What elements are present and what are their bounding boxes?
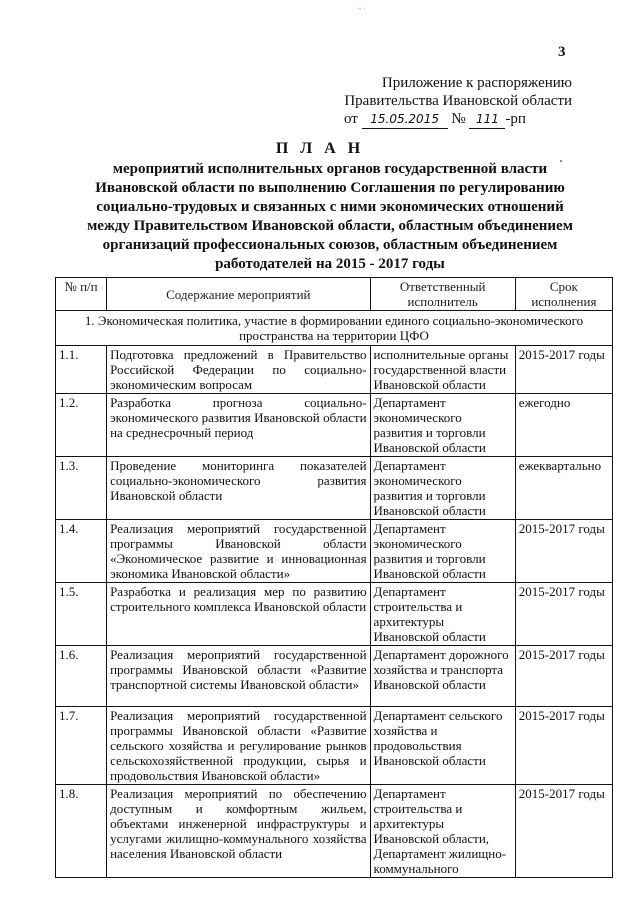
row-content: Реализация мероприятий государственной программы Ивановской области «Развитие сельского хозяйства и регулирование рынков сельскохозяйственной продукции, сырья и продовольствия Ивановской области» [107, 707, 370, 785]
document-subtitle: мероприятий исполнительных органов государственной власти Ивановской области по выполнению Соглашения по регулированию социально-трудовых и связанных с ними экономических отношений между Правительством Ивановской области, областным объединением организаций профессиональных союзов, областным объединением работодателей на 2015 - 2017 годы [87, 161, 573, 272]
row-responsible: Департамент экономического развития и торговли Ивановской области [370, 394, 515, 457]
row-num: 1.1. [56, 346, 107, 394]
row-term: 2015-2017 годы [515, 646, 612, 707]
plan-table [55, 277, 613, 878]
row-responsible: Департамент строительства и архитектуры Ивановской области, Департамент жилищно-коммунального [370, 785, 515, 878]
from-label: от [344, 111, 358, 127]
row-content: Подготовка предложений в Правительство Российской Федерации по социально-экономическим вопросам [107, 346, 370, 394]
page-number: 3 [558, 44, 566, 60]
row-responsible: Департамент дорожного хозяйства и транспорта Ивановской области [370, 646, 515, 707]
handwritten-date: 15.05.2015 [362, 110, 448, 129]
row-num: 1.6. [56, 646, 107, 707]
row-content: Разработка и реализация мер по развитию строительного комплекса Ивановской области [107, 583, 370, 646]
table-row [56, 583, 613, 646]
row-term: 2015-2017 годы [515, 785, 612, 878]
row-content: Разработка прогноза социально-экономического развития Ивановской области на среднесрочный период [107, 394, 370, 457]
row-content: Реализация мероприятий государственной программы Ивановской области «Экономическое развитие и инновационная экономика Ивановской области» [107, 520, 370, 583]
handwritten-number: 111 [469, 110, 505, 129]
row-responsible: Департамент сельского хозяйства и продовольствия Ивановской области [370, 707, 515, 785]
row-term: 2015-2017 годы [515, 707, 612, 785]
row-num: 1.4. [56, 520, 107, 583]
table-header-row [56, 278, 613, 311]
row-responsible: Департамент экономического развития и торговли Ивановской области [370, 457, 515, 520]
table-row [56, 346, 613, 394]
appendix-block [300, 74, 580, 129]
table-row [56, 707, 613, 785]
row-term: 2015-2017 годы [515, 583, 612, 646]
row-responsible: исполнительные органы государственной власти Ивановской области [370, 346, 515, 394]
appendix-line-3 [344, 110, 580, 129]
row-term: 2015-2017 годы [515, 346, 612, 394]
number-suffix: -рп [505, 111, 526, 127]
row-num: 1.5. [56, 583, 107, 646]
header-content: Содержание мероприятий [107, 278, 370, 311]
appendix-line-1: Приложение к распоряжению [381, 75, 572, 91]
top-mark: ·‐ · [356, 4, 366, 13]
table-row [56, 520, 613, 583]
row-num: 1.3. [56, 457, 107, 520]
table-row [56, 646, 613, 707]
row-num: 1.8. [56, 785, 107, 878]
row-content: Реализация мероприятий государственной программы Ивановской области «Развитие транспортной системы Ивановской области» [107, 646, 370, 707]
row-content: Проведение мониторинга показателей социально-экономического развития Ивановской области [107, 457, 370, 520]
table-row [56, 785, 613, 878]
row-responsible: Департамент экономического развития и торговли Ивановской области [370, 520, 515, 583]
section-row [56, 311, 613, 346]
table-row [56, 457, 613, 520]
appendix-line-2: Правительства Ивановской области [344, 93, 572, 109]
section-title: 1. Экономическая политика, участие в формировании единого социально-экономического пространства на территории ЦФО [56, 311, 613, 346]
header-term: Срок исполнения [515, 278, 612, 311]
row-term: ежегодно [515, 394, 612, 457]
row-responsible: Департамент строительства и архитектуры Ивановской области [370, 583, 515, 646]
row-num: 1.2. [56, 394, 107, 457]
document-title: П Л А Н [275, 140, 365, 157]
row-term: ежеквартально [515, 457, 612, 520]
table-row [56, 394, 613, 457]
number-label: № [451, 111, 466, 127]
header-num: № п/п [56, 278, 107, 311]
row-term: 2015-2017 годы [515, 520, 612, 583]
row-num: 1.7. [56, 707, 107, 785]
row-content: Реализация мероприятий по обеспечению доступным и комфортным жильем, объектами инженерной инфраструктуры и услугами жилищно-коммунального хозяйства населения Ивановской области [107, 785, 370, 878]
header-responsible: Ответственный исполнитель [370, 278, 515, 311]
